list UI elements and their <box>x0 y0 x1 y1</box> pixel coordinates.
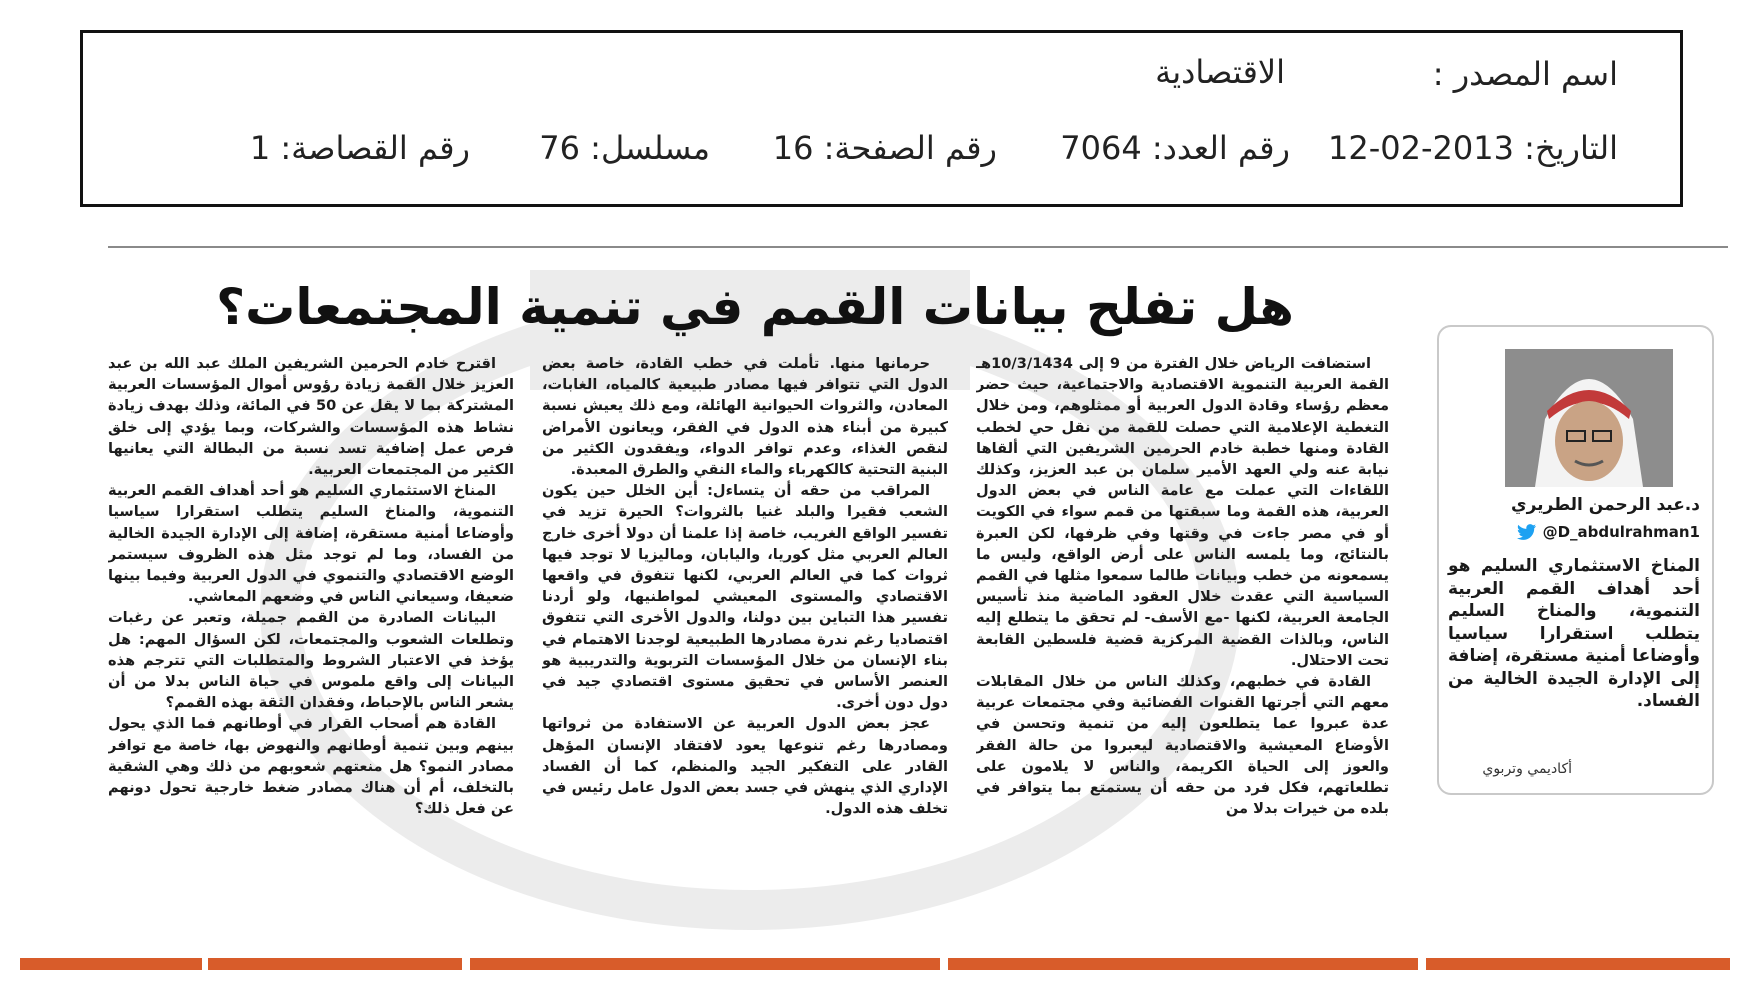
article-column-3 <box>108 353 514 943</box>
article-column-2 <box>542 353 948 943</box>
bottom-strip-segment <box>208 958 462 970</box>
bottom-strip-segment <box>470 958 940 970</box>
author-photo <box>1505 349 1673 487</box>
paragraph: البيانات الصادرة من القمم جميلة، وتعبر عن رغبات وتطلعات الشعوب والمجتمعات، لكن السؤال المهم: هل يؤخذ في الاعتبار الشروط والمتطلبات التي تترجم هذه البيانات إلى واقع ملموس في حياة الناس بدلا من أن يشعر الناس بالإحباط، وفقدان الثقة بهذه القمم؟ <box>108 609 514 712</box>
paragraph: استضافت الرياض خلال الفترة من 9 إلى 10/3/1434هـ القمة العربية التنموية الاقتصادية والاجتماعية، حيث حضر معظم رؤساء وقادة الدول العربية أو ممثلوهم، ومن خلال التغطية الإعلامية التي حصلت للقمة من نقل حي لخطب القادة ومنها خطبة خادم الحرمين الشريفين التي ألقاها نيابة عنه ولي العهد الأمير سلمان بن عبد العزيز، وكذلك اللقاءات التي عملت مع عامة الناس في بعض الدول العربية، هذه القمة وما سبقتها من قمم سواء في الكويت أو في مصر جاءت في وقتها وفي ظرفها، لكن العبرة بالنتائج، وما يلمسه الناس على أرض الواقع، وليس ما يسمعونه من خطب وبيانات طالما سمعوا مثلها في القمم السياسية التي عقدت خلال العقود الماضية منذ تأسيس الجامعة العربية، لكنها -مع الأسف- لم تحقق ما يتطلع إليه الناس، وبالذات القضية المركزية قضية فلسطين القابعة تحت الاحتلال. <box>976 355 1389 669</box>
source-label: اسم المصدر : <box>1432 55 1618 93</box>
bottom-strip-segment <box>1426 958 1730 970</box>
paragraph: القادة هم أصحاب القرار في أوطانهم فما الذي يحول بينهم وبين تنمية أوطانهم والنهوض بها، خاصة مع توافر مصادر النمو؟ هل منعتهم شعوبهم من ذلك وهي الشقية بالتخلف، أم أن هناك مصادر ضغط خارجية تحول دونهم عن فعل ذلك؟ <box>108 715 514 818</box>
paragraph: عجز بعض الدول العربية عن الاستفادة من ثرواتها ومصادرها رغم تنوعها يعود لافتقاد الإنسان المؤهل القادر على التفكير الجيد والمنظم، كما أن الفساد الإداري الذي ينهش في جسد بعض الدول عامل رئيس في تخلف هذه الدول. <box>542 715 948 818</box>
header-divider <box>108 246 1728 248</box>
paragraph: حرمانها منها. تأملت في خطب القادة، خاصة بعض الدول التي تتوافر فيها مصادر طبيعية كالمياه، الغابات، المعادن، والثروات الحيوانية الهائلة، ومع ذلك يعيش نسبة كبيرة من أبناء هذه الدول في الفقر، ويعانون الأمراض لنقص الغذاء، وعدم توافر الدواء، ويفقدون الكثير من البنية التحتية كالكهرباء والماء النقي والطرق المعبدة. <box>542 355 948 479</box>
author-card <box>1437 325 1714 795</box>
source-value: الاقتصادية <box>1155 53 1285 91</box>
article-column-1 <box>976 353 1389 943</box>
twitter-handle: @D_abdulrahman1 <box>1542 523 1700 541</box>
paragraph: القادة في خطبهم، وكذلك الناس من خلال المقابلات معهم التي أجرتها القنوات الفضائية وفي مجتمعات عربية عدة عبروا عما يتطلعون إليه من تنمية وتحسن في الأوضاع المعيشية والاقتصادية ليعبروا من حالة الفقر والعوز إلى الحياة الكريمة، والناس لا يلامون على تطلعاتهم، فكل فرد من حقه أن يستمتع بما يتوافر في بلده من خيرات بدلا من <box>976 673 1389 818</box>
bottom-navigation-strip <box>20 958 1730 970</box>
author-tagline: أكاديمي وتربوي <box>1482 761 1572 777</box>
bottom-strip-segment <box>20 958 202 970</box>
pull-quote: المناخ الاستثماري السليم هو أحد أهداف القمم العربية التنموية، والمناخ السليم يتطلب استقرارا سياسيا وأوضاعا أمنية مستقرة، إضافة إلى الإدارة الجيدة الخالية من الفساد. <box>1448 556 1700 711</box>
paragraph: اقترح خادم الحرمين الشريفين الملك عبد الله بن عبد العزيز خلال القمة زيادة رؤوس أموال المؤسسات العربية المشتركة بما لا يقل عن 50 في المائة، وذلك بهدف زيادة نشاط هذه المؤسسات والشركات، وبما يؤدي إلى خلق فرص عمل إضافية تسد نسبة من البطالة التي يعانيها الكثير من المجتمعات العربية. <box>108 355 514 479</box>
serial-number: مسلسل: 76 <box>539 129 710 167</box>
issue-number: رقم العدد: 7064 <box>1060 129 1290 167</box>
clip-number: رقم القصاصة: 1 <box>249 129 470 167</box>
clipping-metadata-box <box>80 30 1683 207</box>
page-number: رقم الصفحة: 16 <box>772 129 997 167</box>
author-name: د.عبد الرحمن الطريري <box>1510 495 1700 515</box>
bottom-strip-segment <box>948 958 1418 970</box>
twitter-bird-icon <box>1517 524 1537 540</box>
paragraph: المناخ الاستثماري السليم هو أحد أهداف القمم العربية التنموية، والمناخ السليم يتطلب استقرارا سياسيا وأوضاعا أمنية مستقرة، إضافة إلى الإدارة الجيدة الخالية من الفساد، وما لم توجد مثل هذه الظروف سيستمر الوضع الاقتصادي والتنموي في الدول العربية وفيما بينها ضعيفا، وسيعاني الناس في وضعهم المعاشي. <box>108 482 514 606</box>
article-headline: هل تفلح بيانات القمم في تنمية المجتمعات؟ <box>216 278 1294 336</box>
paragraph: المراقب من حقه أن يتساءل: أين الخلل حين يكون الشعب فقيرا والبلد غنيا بالثروات؟ الحيرة تزيد في تفسير الواقع الغريب، خاصة إذا علمنا أن دولا أخرى خارج العالم العربي مثل كوريا، واليابان، وماليزيا لا توجد فيها ثروات كما في العالم العربي، لكنها تتفوق في واقعها الاقتصادي والمستوى المعيشي لمواطنيها، ولو أردنا تفسير هذا التباين بين دولنا، والدول الأخرى التي تتفوق اقتصاديا رغم ندرة مصادرها الطبيعية لوجدنا الاهتمام في بناء الإنسان من خلال المؤسسات التربوية والتدريبية هو العنصر الأساس في تحقيق مستوى اقتصادي جيد في دول دون أخرى. <box>542 482 948 712</box>
author-twitter <box>1517 523 1700 541</box>
date-field: التاريخ: 2013-02-12 <box>1328 129 1618 167</box>
